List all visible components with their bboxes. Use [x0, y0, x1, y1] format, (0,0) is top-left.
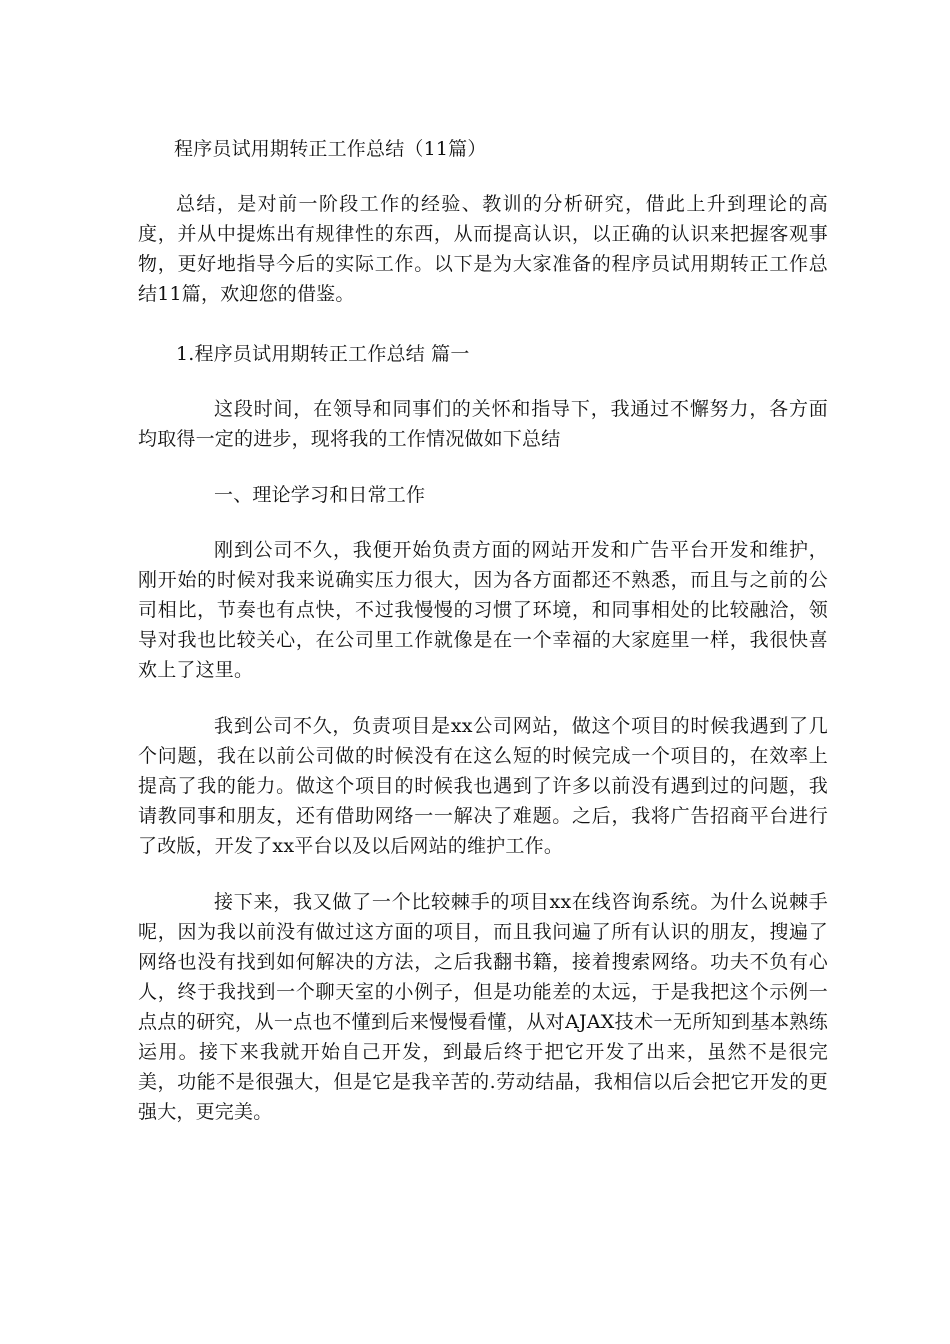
- section-heading: 1.程序员试用期转正工作总结 篇一: [176, 343, 470, 365]
- paragraph-4: 接下来，我又做了一个比较棘手的项目xx在线咨询系统。为什么说棘手呢，因为我以前没有做过这方面的项目，而且我问遍了所有认识的朋友，搜遍了网络也没有找到如何解决的方法，之后我翻书籍，接着搜索网络。功夫不负有心人，终于我找到一个聊天室的小例子，但是功能差的太远，于是我把这个示例一点点的研究，从一点也不懂到后来慢慢看懂，从对AJAX技术一无所知到基本熟练运用。接下来我就开始自己开发，到最后终于把它开发了出来，虽然不是很完美，功能不是很强大，但是它是我辛苦的.劳动结晶，我相信以后会把它开发的更强大，更完美。: [138, 891, 828, 1123]
- paragraph-3: 我到公司不久，负责项目是xx公司网站，做这个项目的时候我遇到了几个问题，我在以前公司做的时候没有在这么短的时候完成一个项目的，在效率上提高了我的能力。做这个项目的时候我也遇到了许多以前没有遇到过的问题，我请教同事和朋友，还有借助网络一一解决了难题。之后，我将广告招商平台进行了改版，开发了xx平台以及以后网站的维护工作。: [138, 715, 828, 857]
- document-content: [138, 134, 828, 1153]
- document-title: 程序员试用期转正工作总结（11篇）: [174, 138, 487, 160]
- paragraph-1: 这段时间，在领导和同事们的关怀和指导下，我通过不懈努力，各方面均取得一定的进步，现将我的工作情况做如下总结: [138, 398, 828, 450]
- paragraph-2: 刚到公司不久，我便开始负责方面的网站开发和广告平台开发和维护，刚开始的时候对我来说确实压力很大，因为各方面都还不熟悉，而且与之前的公司相比，节奏也有点快，不过我慢慢的习惯了环境，和同事相处的比较融洽，领导对我也比较关心，在公司里工作就像是在一个幸福的大家庭里一样，我很快喜欢上了这里。: [138, 539, 828, 681]
- intro-paragraph: 总结，是对前一阶段工作的经验、教训的分析研究，借此上升到理论的高度，并从中提炼出有规律性的东西，从而提高认识，以正确的认识来把握客观事物，更好地指导今后的实际工作。以下是为大家准备的程序员试用期转正工作总结11篇，欢迎您的借鉴。: [138, 193, 828, 305]
- subheading-1: 一、理论学习和日常工作: [214, 484, 426, 506]
